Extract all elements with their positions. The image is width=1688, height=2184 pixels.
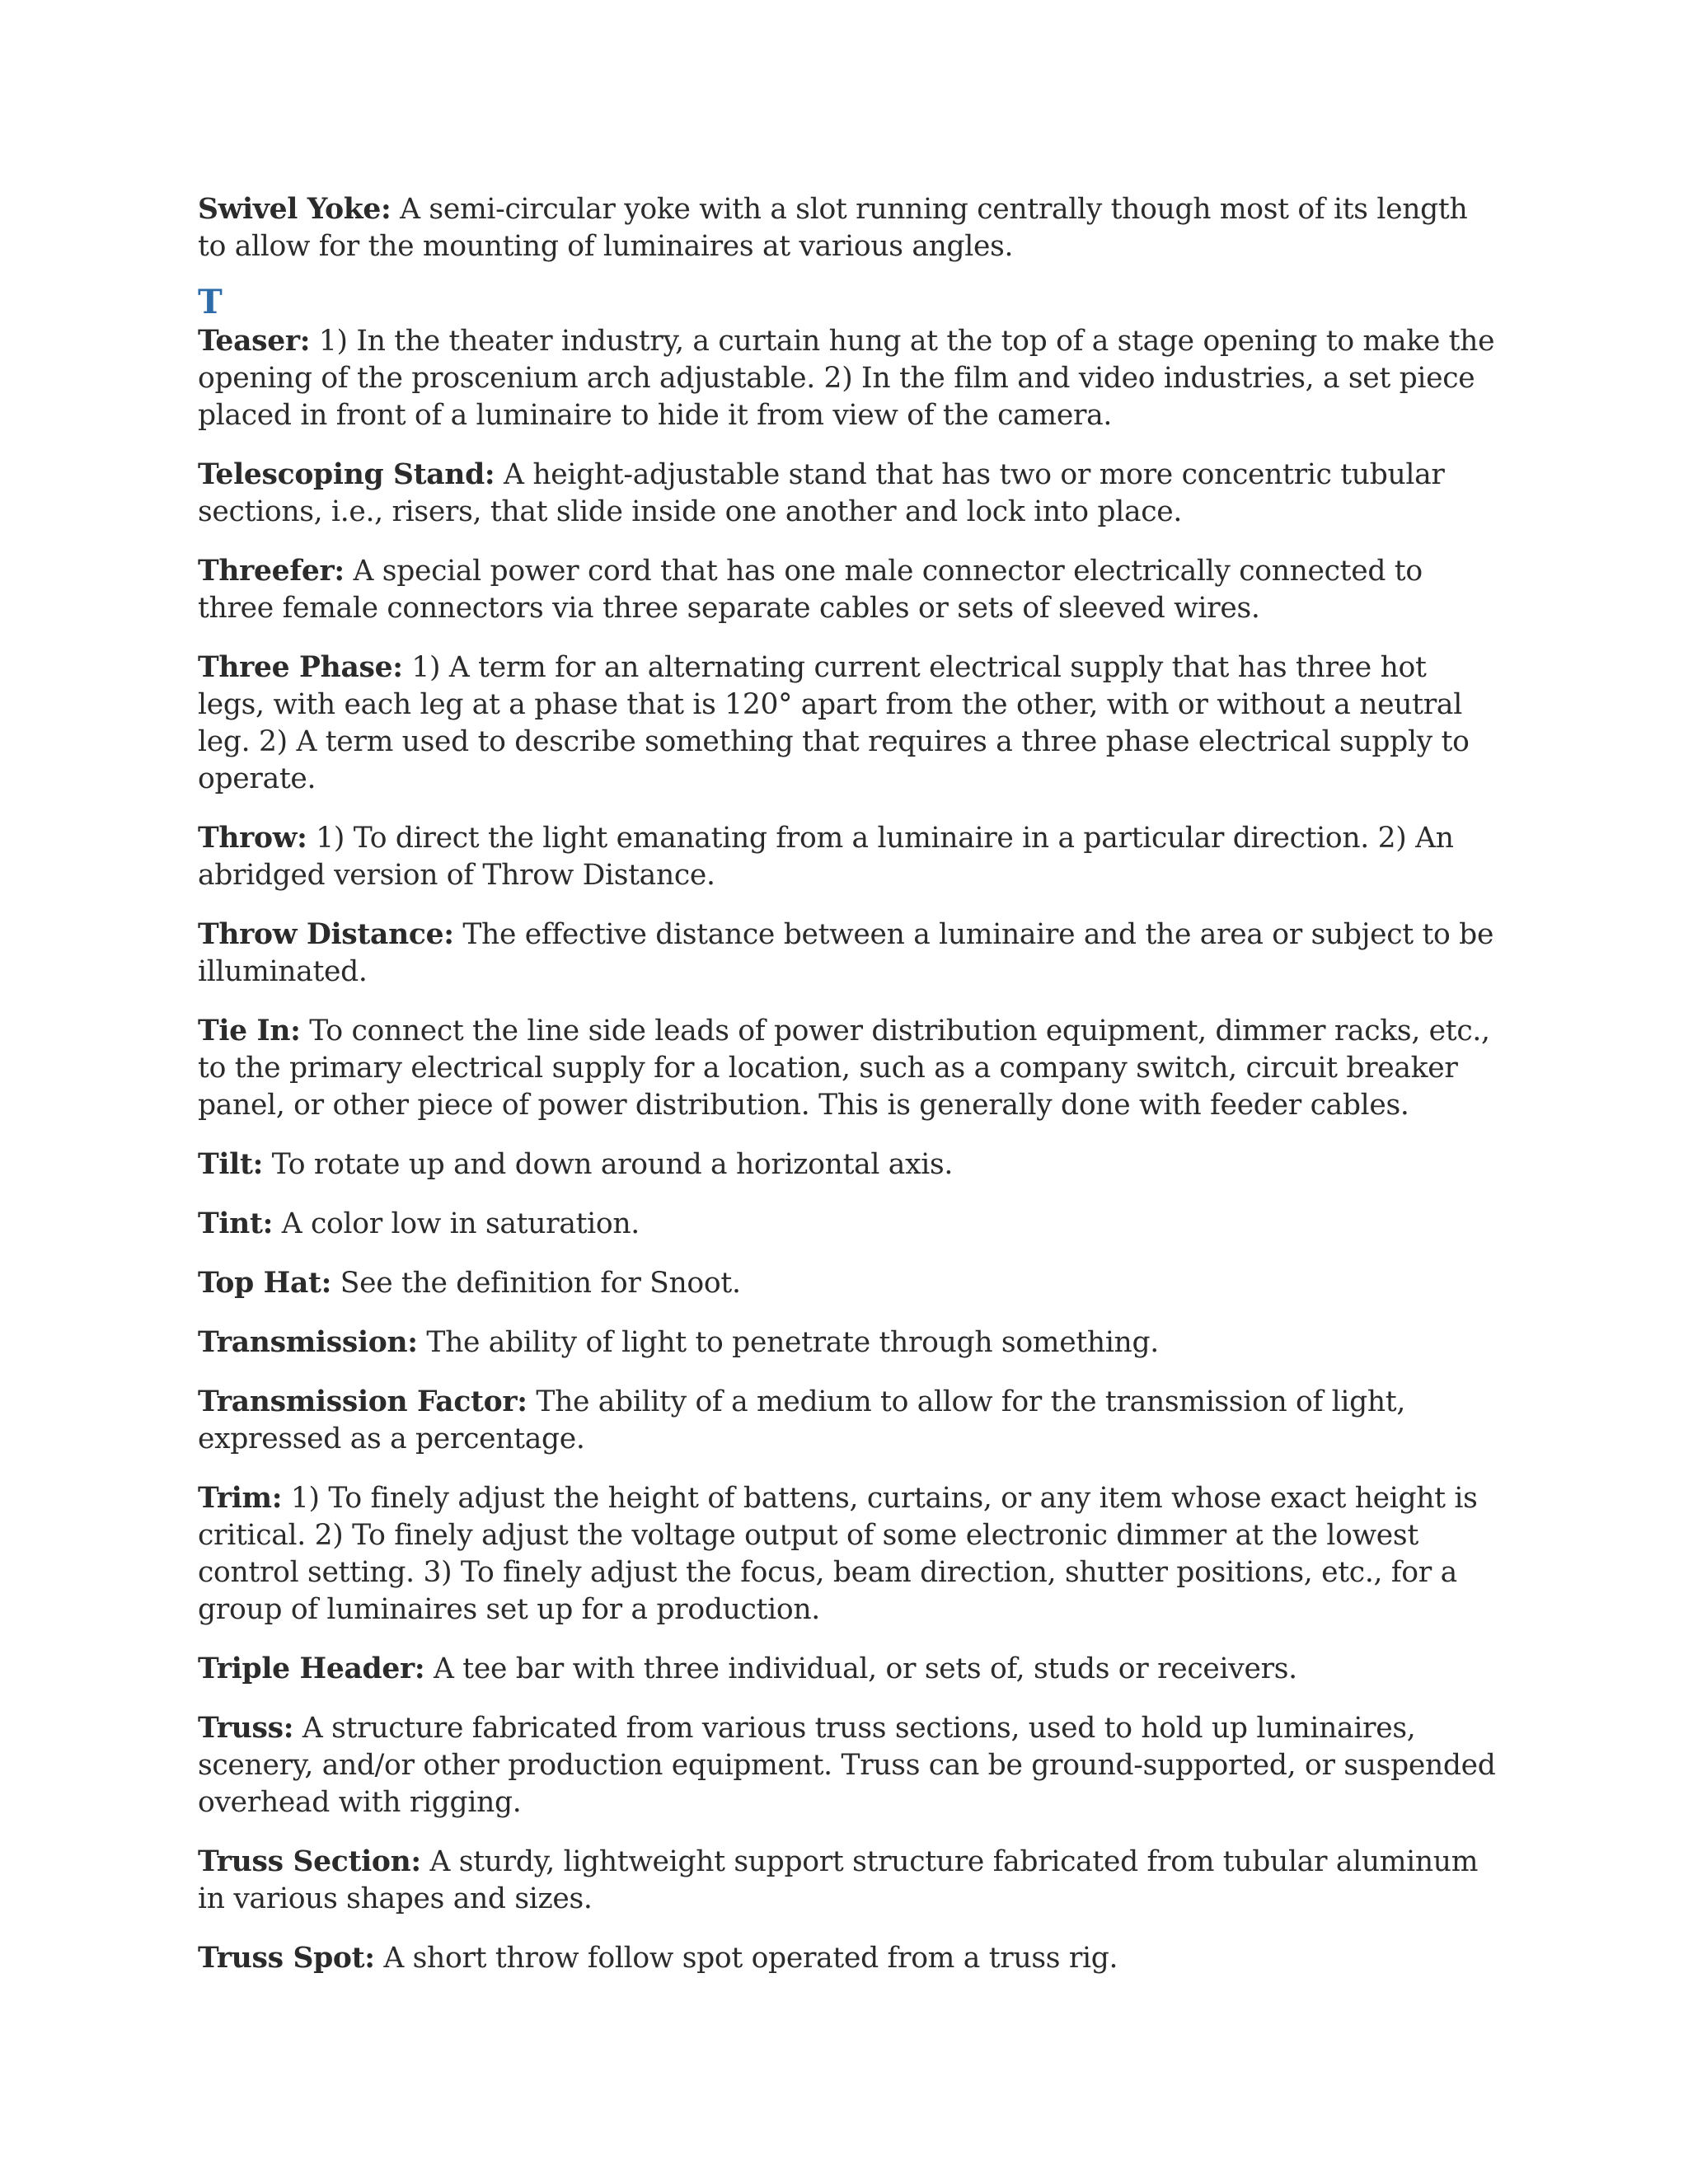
glossary-entry [198,323,1500,434]
glossary-entry [198,1013,1500,1124]
glossary-definition: To rotate up and down around a horizontal axis. [271,1148,954,1181]
glossary-entry [198,1710,1500,1821]
glossary-term: Truss Section: [198,1845,421,1878]
glossary-term: Swivel Yoke: [198,193,392,226]
glossary-entry [198,1940,1500,1977]
glossary-definition: A height-adjustable stand that has two or more concentric tubular sections, i.e., risers, that slide inside one another and lock into place. [198,458,1445,528]
glossary-definition: A sturdy, lightweight support structure fabricated from tubular aluminum in various shapes and sizes. [198,1845,1479,1915]
glossary-definition: A special power cord that has one male connector electrically connected to three female connectors via three separate cables or sets of sleeved wires. [198,555,1423,625]
glossary-entry [198,916,1500,991]
glossary-term: Throw Distance: [198,918,454,951]
glossary-definition: 1) A term for an alternating current electrical supply that has three hot legs, with each leg at a phase that is 120° apart from the other, with or without a neutral leg. 2) A term used to describe something that requires a three phase electrical supply to operate. [198,651,1470,795]
glossary-definition: See the definition for Snoot. [340,1267,741,1300]
glossary-term: Truss Spot: [198,1942,375,1975]
glossary-term: Threefer: [198,555,345,588]
glossary-term: Triple Header: [198,1652,425,1685]
glossary-term: Throw: [198,822,307,855]
glossary-entry [198,1324,1500,1361]
glossary-entry [198,1206,1500,1243]
glossary-entry [198,1844,1500,1918]
glossary-term: Tint: [198,1207,274,1240]
glossary-entry [198,1651,1500,1688]
glossary-definition: A short throw follow spot operated from a truss rig. [383,1942,1118,1975]
glossary-entry [198,1480,1500,1629]
glossary-entry [198,1146,1500,1183]
glossary-definition: To connect the line side leads of power distribution equipment, dimmer racks, etc., to the primary electrical supply for a location, such as a company switch, circuit breaker panel, or other piece of power distribution. This is generally done with feeder cables. [198,1015,1490,1122]
glossary-definition: 1) In the theater industry, a curtain hung at the top of a stage opening to make the opening of the proscenium arch adjustable. 2) In the film and video industries, a set piece placed in front of a luminaire to hide it from view of the camera. [198,325,1495,432]
glossary-entry-swivel-yoke [198,191,1500,265]
glossary-term: Teaser: [198,325,311,358]
glossary-term: Transmission: [198,1326,418,1359]
glossary-term: Tie In: [198,1015,301,1047]
glossary-definition: The effective distance between a luminaire and the area or subject to be illuminated. [198,918,1494,988]
glossary-term: Transmission Factor: [198,1385,528,1418]
glossary-entry [198,553,1500,627]
glossary-entry [198,820,1500,894]
glossary-term: Three Phase: [198,651,403,684]
glossary-term: Telescoping Stand: [198,458,495,491]
glossary-entry [198,649,1500,798]
section-letter-heading: T [198,283,223,321]
glossary-definition: The ability of a medium to allow for the transmission of light, expressed as a percentage. [198,1385,1406,1455]
glossary-entry [198,457,1500,531]
glossary-definition: 1) To finely adjust the height of battens, curtains, or any item whose exact height is critical. 2) To finely adjust the voltage output of some electronic dimmer at the lowest control setting. 3) To finely adjust the focus, beam direction, shutter positions, etc., for a group of luminaires set up for a production. [198,1482,1478,1626]
glossary-term: Tilt: [198,1148,264,1181]
glossary-definition: A structure fabricated from various truss sections, used to hold up luminaires, scenery, and/or other production equipment. Truss can be ground-supported, or suspended overhead with rigging. [198,1712,1496,1819]
glossary-term: Truss: [198,1712,294,1745]
glossary-definition: A tee bar with three individual, or sets of, studs or receivers. [434,1652,1297,1685]
glossary-definition: The ability of light to penetrate through something. [426,1326,1159,1359]
glossary-term: Trim: [198,1482,283,1515]
glossary-term: Top Hat: [198,1267,332,1300]
glossary-definition: 1) To direct the light emanating from a luminaire in a particular direction. 2) An abridged version of Throw Distance. [198,822,1454,892]
glossary-definition: A semi-circular yoke with a slot running centrally though most of its length to allow for the mounting of luminaires at various angles. [198,193,1468,263]
glossary-definition: A color low in saturation. [281,1207,640,1240]
glossary-entry [198,1384,1500,1458]
glossary-entry [198,1265,1500,1302]
glossary-page [198,191,1500,1999]
glossary-entry-list [198,323,1500,1977]
